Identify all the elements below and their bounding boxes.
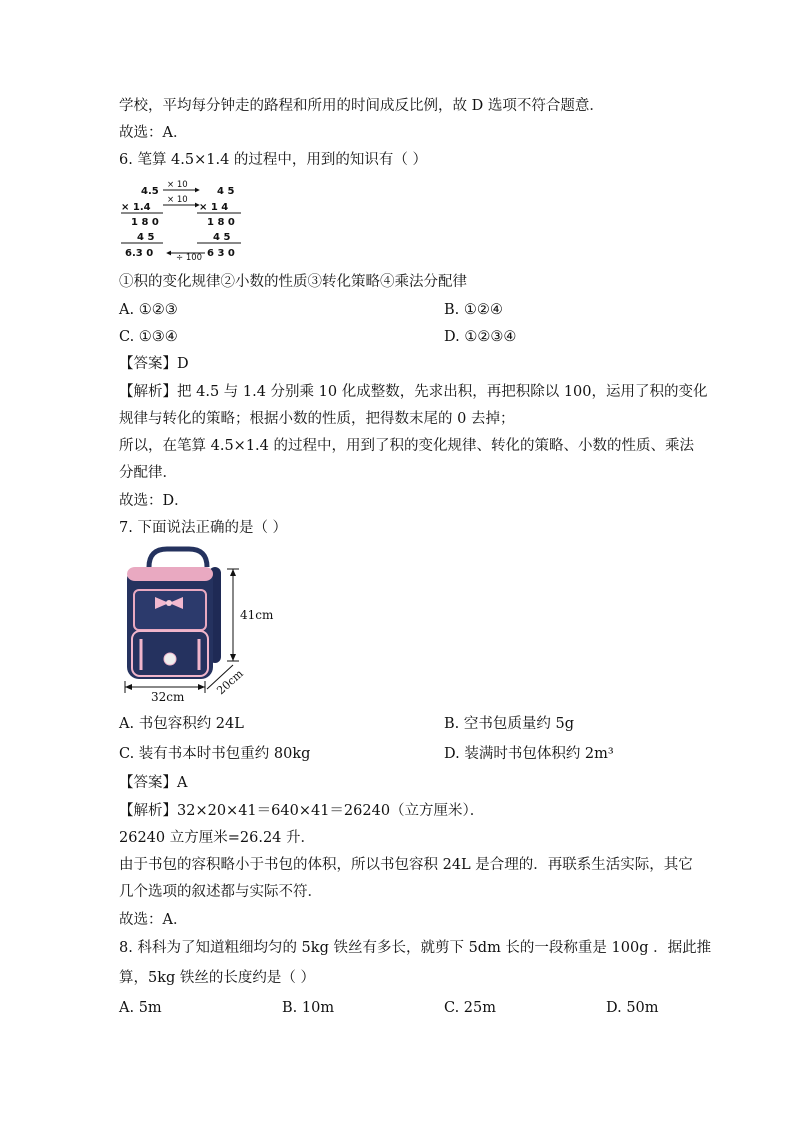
dim-width: 32cm [151, 690, 185, 704]
q6-option-a: A. ①②③ [119, 302, 178, 318]
q7-choose: 故选：A． [119, 912, 188, 928]
calc-left-mul: × 1.4 [121, 202, 151, 213]
calc-left-p2: 4 5 [137, 232, 155, 243]
q8-option-d: D. 50m [606, 1000, 659, 1016]
q6-option-c: C. ①③④ [119, 329, 178, 345]
arrow-label-3: ÷ 100 [176, 253, 203, 262]
calc-right-result: 6 3 0 [207, 248, 235, 259]
q6-explanation-2: 规律与转化的策略；根据小数的性质，把得数末尾的 0 去掉； [119, 411, 515, 427]
question-8-stem-2: 算，5kg 铁丝的长度约是（ ） [119, 970, 316, 986]
calc-right-p2: 4 5 [213, 232, 231, 243]
q7-explanation-2: 26240 立方厘米=26.24 升． [119, 830, 316, 846]
q8-option-b: B. 10m [282, 1000, 335, 1016]
calc-left-top: 4.5 [141, 186, 159, 197]
calc-right-p1: 1 8 0 [207, 217, 235, 228]
q7-option-c: C. 装有书本时书包重约 80kg [119, 746, 311, 762]
multiplication-diagram [119, 180, 249, 262]
answer-choice-prev: 故选：A． [119, 125, 188, 141]
calc-right-mul: × 1 4 [199, 202, 229, 213]
question-8-stem-1: 8. 科科为了知道粗细均匀的 5kg 铁丝有多长，就剪下 5dm 长的一段称重是 100g ．据此推 [119, 940, 712, 956]
q7-explanation-3: 由于书包的容积略小于书包的体积，所以书包容积 24L 是合理的．再联系生活实际，其它 [119, 857, 693, 873]
q7-option-d: D. 装满时书包体积约 2m³ [444, 746, 614, 762]
q6-choose: 故选：D． [119, 493, 189, 509]
q6-explanation-3: 所以，在笔算 4.5×1.4 的过程中，用到了积的变化规律、转化的策略、小数的性质、乘法 [119, 438, 694, 454]
calc-right-top: 4 5 [217, 186, 235, 197]
calc-left-result: 6.3 0 [125, 248, 154, 259]
arrow-label-1: × 10 [167, 180, 188, 190]
q8-option-a: A. 5m [119, 1000, 162, 1016]
q8-option-c: C. 25m [444, 1000, 496, 1016]
continued-text: 学校，平均每分钟走的路程和所用的时间成反比例，故 D 选项不符合题意． [119, 98, 604, 114]
q7-option-b: B. 空书包质量约 5g [444, 716, 574, 732]
question-6-facts: ①积的变化规律②小数的性质③转化策略④乘法分配律 [119, 274, 467, 290]
q6-option-d: D. ①②③④ [444, 329, 517, 345]
q6-answer: 【答案】D [119, 356, 189, 372]
calc-left-p1: 1 8 0 [131, 217, 159, 228]
q7-explanation-4: 几个选项的叙述都与实际不符． [119, 884, 322, 900]
question-6-stem: 6. 笔算 4.5×1.4 的过程中，用到的知识有（ ） [119, 152, 428, 168]
q6-explanation-1: 【解析】把 4.5 与 1.4 分别乘 10 化成整数，先求出积，再把积除以 100，运用了积的变化 [119, 384, 708, 400]
q7-explanation-1: 【解析】32×20×41＝640×41＝26240（立方厘米）． [119, 803, 485, 819]
arrow-label-2: × 10 [167, 195, 188, 205]
q7-option-a: A. 书包容积约 24L [119, 716, 244, 732]
q6-option-b: B. ①②④ [444, 302, 503, 318]
dim-depth: 20cm [214, 667, 246, 698]
dim-height: 41cm [240, 608, 274, 622]
question-7-stem: 7. 下面说法正确的是（ ） [119, 520, 288, 536]
backpack-image [119, 545, 289, 705]
q7-answer: 【答案】A [119, 775, 188, 791]
q6-explanation-4: 分配律． [119, 465, 177, 481]
